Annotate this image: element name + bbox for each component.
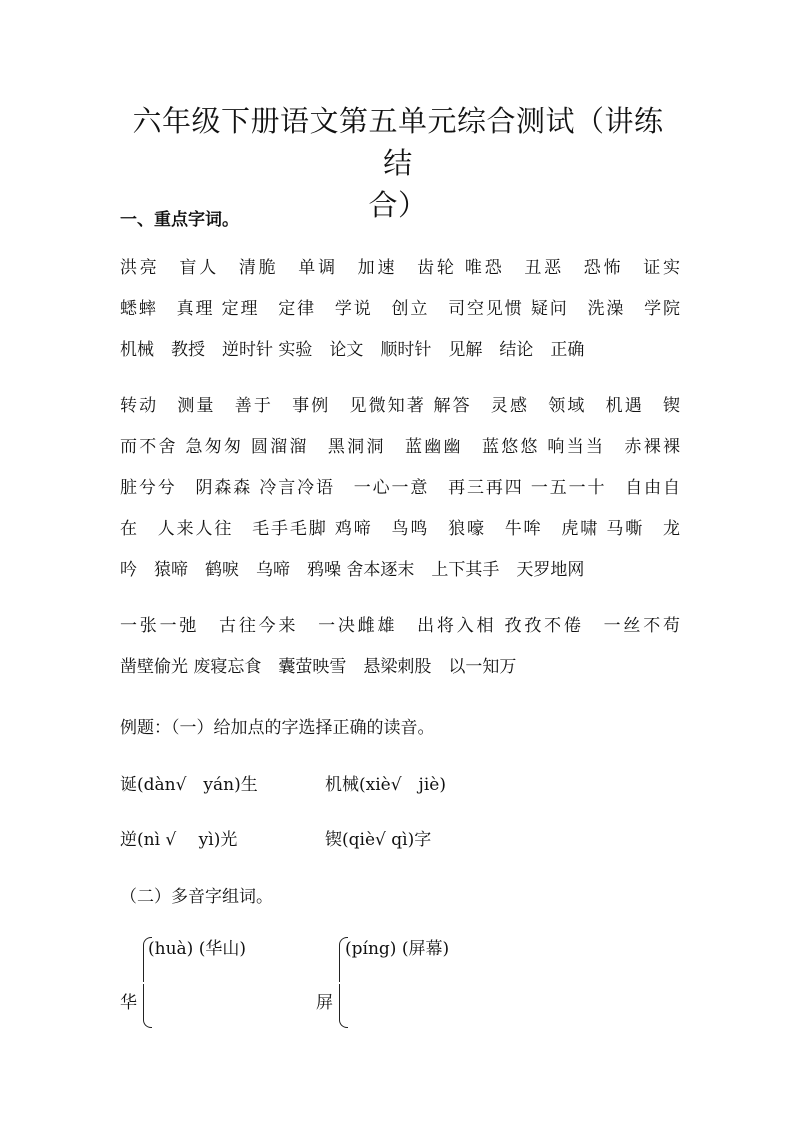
- vocab-line: 在 人来人往 毛手毛脚 鸡啼 鸟鸣 狼嚎 牛哞 虎啸 马嘶 龙: [120, 519, 680, 539]
- vocab-line: 脏兮兮 阴森森 冷言冷语 一心一意 再三再四 一五一十 自由自: [120, 478, 680, 498]
- vocab-group-2: [120, 386, 680, 591]
- example-item-dan: 诞(dàn√ yán)生: [120, 775, 258, 795]
- example-item-ni: 逆(nì √ yì)光: [120, 830, 238, 850]
- vocab-line: 凿壁偷光 废寝忘食 囊萤映雪 悬梁刺股 以一知万: [120, 657, 517, 677]
- vocab-line: 蟋蟀 真理 定理 定律 学说 创立 司空见惯 疑问 洗澡 学院: [120, 299, 680, 319]
- vocab-group-1: [120, 248, 680, 371]
- polyphone-reading-ping: (píng) (屏幕): [345, 939, 450, 959]
- example-item-qie: 锲(qiè√ qì)字: [325, 830, 432, 850]
- vocab-group-3: [120, 606, 680, 688]
- page-title-line-2: 合）: [368, 188, 428, 222]
- vocab-line: 吟 猿啼 鹤唳 乌啼 鸦噪 舍本逐末 上下其手 天罗地网: [120, 560, 585, 580]
- polyphone-char-ping: 屏: [316, 993, 333, 1013]
- polyphone-char-hua: 华: [120, 993, 137, 1013]
- example-item-xie: 机械(xiè√ jiè): [325, 775, 446, 795]
- section-heading-key-words: 一、重点字词。: [120, 210, 239, 230]
- vocab-line: 而不舍 急匆匆 圆溜溜 黑洞洞 蓝幽幽 蓝悠悠 响当当 赤裸裸: [120, 437, 680, 457]
- page-title-line-1: 六年级下册语文第五单元综合测试（讲练结: [132, 104, 664, 180]
- vocab-line: 转动 测量 善于 事例 见微知著 解答 灵感 领域 机遇 锲: [120, 396, 680, 416]
- subsection-polyphone: （二）多音字组词。: [120, 887, 273, 907]
- polyphone-reading-hua: (huà) (华山): [148, 939, 246, 959]
- example-intro: 例题：（一）给加点的字选择正确的读音。: [120, 718, 435, 738]
- vocab-line: 一张一弛 古往今来 一决雌雄 出将入相 孜孜不倦 一丝不苟: [120, 616, 680, 636]
- vocab-line: 洪亮 盲人 清脆 单调 加速 齿轮 唯恐 丑恶 恐怖 证实: [120, 258, 680, 278]
- vocab-line: 机械 教授 逆时针 实验 论文 顺时针 见解 结论 正确: [120, 340, 585, 360]
